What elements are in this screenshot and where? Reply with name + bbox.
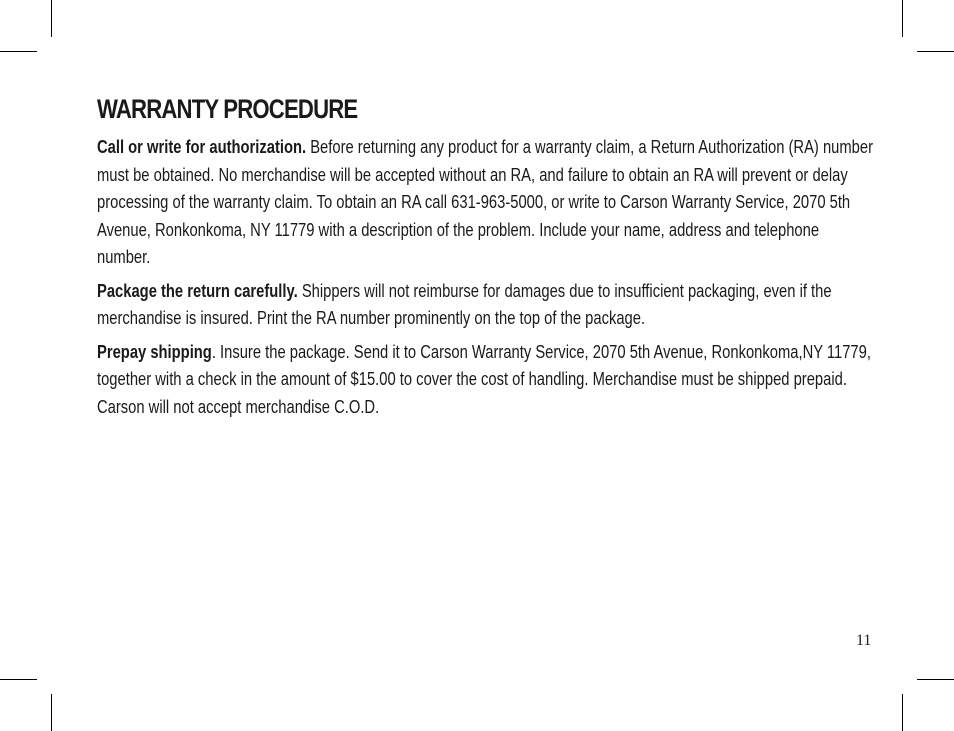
crop-mark-top-left-vertical	[51, 0, 52, 37]
paragraph-lead: Call or write for authorization.	[97, 137, 307, 157]
crop-mark-top-right-vertical	[902, 0, 903, 37]
crop-mark-bottom-right-vertical	[902, 694, 903, 731]
paragraph-authorization	[97, 134, 876, 272]
crop-mark-top-right-horizontal	[917, 51, 954, 52]
page-number: 11	[856, 632, 872, 649]
paragraph-packaging	[97, 278, 876, 333]
paragraph-lead: Package the return carefully.	[97, 280, 298, 301]
paragraph-text: Before returning any product for a warranty claim, a Return Authorization (RA) number must be obtained. No merchandise will be accepted without an RA, and failure to obtain an RA will prevent or delay processing of the warranty claim. To obtain an RA call 631-963-5000, or write to Carson Warranty Service, 2070 5th Avenue, Ronkonkoma, NY 11779 with a description of the problem. Include your name, address and telephone number.	[97, 137, 874, 267]
paragraph-lead: Prepay shipping	[97, 341, 212, 362]
document-body	[97, 92, 877, 427]
paragraph-text: . Insure the package. Send it to Carson Warranty Service, 2070 5th Avenue, Ronkonkoma,NY 11779, together with a check in the amount of $15.00 to cover the cost of handling. Merchandise must be shipped prepaid. Carson will not accept merchandise C.O.D.	[97, 341, 871, 417]
paragraph-text: Shippers will not reimburse for damages due to insufficient packaging, even if the merchandise is insured. Print the RA number prominently on the top of the package.	[97, 280, 832, 328]
paragraph-shipping	[97, 339, 876, 422]
crop-mark-bottom-right-horizontal	[917, 679, 954, 680]
document-title: WARRANTY PROCEDURE	[97, 94, 358, 124]
crop-mark-bottom-left-horizontal	[0, 679, 37, 680]
crop-mark-bottom-left-vertical	[51, 694, 52, 731]
crop-mark-top-left-horizontal	[0, 51, 37, 52]
